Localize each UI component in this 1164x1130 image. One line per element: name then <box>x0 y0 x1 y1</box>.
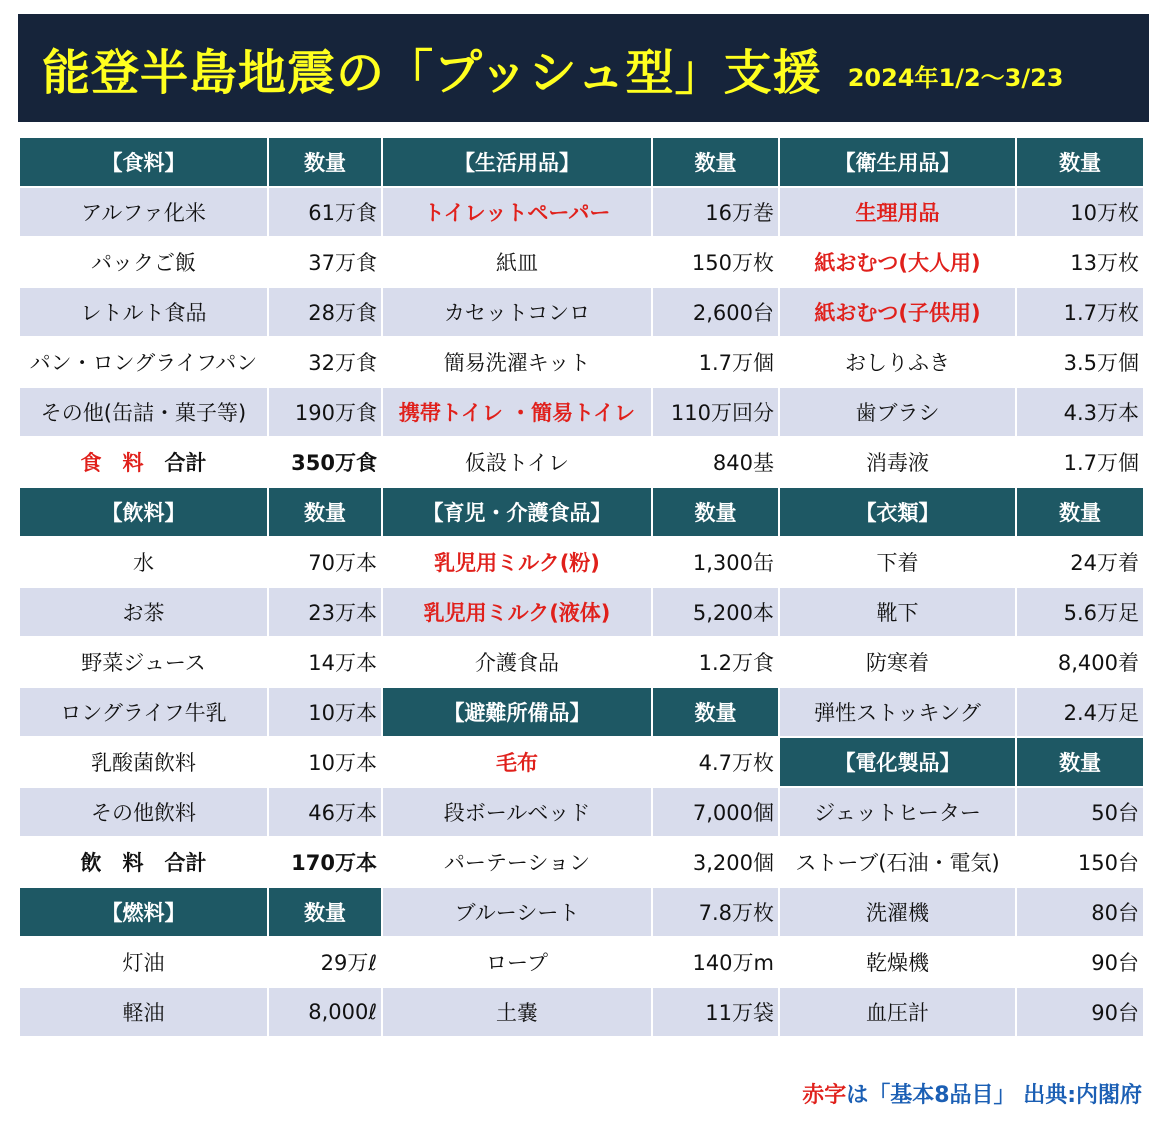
item-name-cell: 軽油 <box>20 988 267 1036</box>
item-name-cell: 紙おむつ(子供用) <box>780 288 1015 336</box>
page-title: 能登半島地震の「プッシュ型」支援 <box>42 44 822 101</box>
table-row <box>20 688 1143 736</box>
table-row <box>20 638 1143 686</box>
section-header: 【避難所備品】 <box>383 688 651 736</box>
section-header: 【衣類】 <box>780 488 1015 536</box>
item-name-cell: その他飲料 <box>20 788 267 836</box>
quantity-cell: 24万着 <box>1017 538 1143 586</box>
quantity-cell: 80台 <box>1017 888 1143 936</box>
quantity-header: 数量 <box>269 138 381 186</box>
quantity-cell: 5.6万足 <box>1017 588 1143 636</box>
item-name-cell: 消毒液 <box>780 438 1015 486</box>
title-banner <box>18 14 1149 122</box>
table-row <box>20 588 1143 636</box>
date-range: 2024年1/2〜3/23 <box>847 63 1064 92</box>
item-name-cell: 携帯トイレ ・簡易トイレ <box>383 388 651 436</box>
section-header: 【生活用品】 <box>383 138 651 186</box>
item-name-cell: 乳児用ミルク(粉) <box>383 538 651 586</box>
item-name-cell: ストーブ(石油・電気) <box>780 838 1015 886</box>
item-name-cell: お茶 <box>20 588 267 636</box>
item-name-cell: ロングライフ牛乳 <box>20 688 267 736</box>
item-name-cell: ロープ <box>383 938 651 986</box>
table-row <box>20 238 1143 286</box>
section-header: 【飲料】 <box>20 488 267 536</box>
item-name-cell: その他(缶詰・菓子等) <box>20 388 267 436</box>
quantity-header: 数量 <box>653 688 778 736</box>
item-name-cell: 段ボールベッド <box>383 788 651 836</box>
table-row <box>20 938 1143 986</box>
table-row <box>20 438 1143 486</box>
item-name-cell: トイレットペーパー <box>383 188 651 236</box>
section-header: 【食料】 <box>20 138 267 186</box>
item-name-cell: 介護食品 <box>383 638 651 686</box>
quantity-cell: 28万食 <box>269 288 381 336</box>
section-header: 【電化製品】 <box>780 738 1015 786</box>
quantity-cell: 1,300缶 <box>653 538 778 586</box>
item-name-cell: 簡易洗濯キット <box>383 338 651 386</box>
table-row <box>20 788 1143 836</box>
quantity-cell: 14万本 <box>269 638 381 686</box>
quantity-header: 数量 <box>269 888 381 936</box>
item-name-cell: 洗濯機 <box>780 888 1015 936</box>
table-row <box>20 538 1143 586</box>
section-header: 【育児・介護食品】 <box>383 488 651 536</box>
item-name-cell: 生理用品 <box>780 188 1015 236</box>
table-row <box>20 988 1143 1036</box>
quantity-cell: 150万枚 <box>653 238 778 286</box>
total-label-red: 食 料 <box>80 451 165 475</box>
table-row <box>20 738 1143 786</box>
quantity-header: 数量 <box>1017 738 1143 786</box>
item-name-cell: レトルト食品 <box>20 288 267 336</box>
quantity-cell: 90台 <box>1017 988 1143 1036</box>
total-label-cell <box>20 438 267 486</box>
section-header: 【燃料】 <box>20 888 267 936</box>
footer-note <box>802 1078 1142 1109</box>
footer-red-label: 赤字 <box>802 1083 847 1108</box>
item-name-cell: 仮設トイレ <box>383 438 651 486</box>
quantity-cell: 23万本 <box>269 588 381 636</box>
item-name-cell: 灯油 <box>20 938 267 986</box>
table-row <box>20 188 1143 236</box>
item-name-cell: 下着 <box>780 538 1015 586</box>
table-row <box>20 288 1143 336</box>
item-name-cell: 野菜ジュース <box>20 638 267 686</box>
item-name-cell: 飲 料 合計 <box>20 838 267 886</box>
quantity-cell: 170万本 <box>269 838 381 886</box>
supply-table <box>18 136 1145 1038</box>
quantity-cell: 10万本 <box>269 738 381 786</box>
quantity-cell: 29万ℓ <box>269 938 381 986</box>
item-name-cell: アルファ化米 <box>20 188 267 236</box>
quantity-cell: 5,200本 <box>653 588 778 636</box>
quantity-cell: 8,000ℓ <box>269 988 381 1036</box>
item-name-cell: パン・ロングライフパン <box>20 338 267 386</box>
quantity-cell: 61万食 <box>269 188 381 236</box>
item-name-cell: 乾燥機 <box>780 938 1015 986</box>
item-name-cell: 乳児用ミルク(液体) <box>383 588 651 636</box>
quantity-cell: 3.5万個 <box>1017 338 1143 386</box>
item-name-cell: パーテーション <box>383 838 651 886</box>
quantity-cell: 50台 <box>1017 788 1143 836</box>
quantity-cell: 110万回分 <box>653 388 778 436</box>
table-row <box>20 488 1143 536</box>
table-row <box>20 388 1143 436</box>
quantity-cell: 2,600台 <box>653 288 778 336</box>
table-row <box>20 138 1143 186</box>
quantity-cell: 350万食 <box>269 438 381 486</box>
table-row <box>20 338 1143 386</box>
section-header: 【衛生用品】 <box>780 138 1015 186</box>
item-name-cell: 弾性ストッキング <box>780 688 1015 736</box>
quantity-cell: 70万本 <box>269 538 381 586</box>
item-name-cell: ジェットヒーター <box>780 788 1015 836</box>
quantity-cell: 7.8万枚 <box>653 888 778 936</box>
quantity-header: 数量 <box>653 488 778 536</box>
total-label-black: 合計 <box>164 451 207 475</box>
item-name-cell: おしりふき <box>780 338 1015 386</box>
quantity-cell: 1.7万個 <box>1017 438 1143 486</box>
quantity-cell: 46万本 <box>269 788 381 836</box>
item-name-cell: 土嚢 <box>383 988 651 1036</box>
table-row <box>20 838 1143 886</box>
quantity-cell: 8,400着 <box>1017 638 1143 686</box>
quantity-cell: 7,000個 <box>653 788 778 836</box>
quantity-cell: 1.7万個 <box>653 338 778 386</box>
item-name-cell: 血圧計 <box>780 988 1015 1036</box>
quantity-cell: 11万袋 <box>653 988 778 1036</box>
quantity-cell: 2.4万足 <box>1017 688 1143 736</box>
quantity-cell: 90台 <box>1017 938 1143 986</box>
item-name-cell: 防寒着 <box>780 638 1015 686</box>
item-name-cell: 歯ブラシ <box>780 388 1015 436</box>
item-name-cell: カセットコンロ <box>383 288 651 336</box>
item-name-cell: 靴下 <box>780 588 1015 636</box>
quantity-cell: 190万食 <box>269 388 381 436</box>
item-name-cell: 紙おむつ(大人用) <box>780 238 1015 286</box>
quantity-cell: 140万m <box>653 938 778 986</box>
quantity-cell: 150台 <box>1017 838 1143 886</box>
quantity-cell: 10万枚 <box>1017 188 1143 236</box>
quantity-cell: 4.3万本 <box>1017 388 1143 436</box>
item-name-cell: 水 <box>20 538 267 586</box>
quantity-cell: 3,200個 <box>653 838 778 886</box>
item-name-cell: パックご飯 <box>20 238 267 286</box>
quantity-cell: 10万本 <box>269 688 381 736</box>
footer-source: は「基本8品目」 出典:内閣府 <box>846 1083 1142 1108</box>
quantity-cell: 13万枚 <box>1017 238 1143 286</box>
item-name-cell: 紙皿 <box>383 238 651 286</box>
quantity-header: 数量 <box>653 138 778 186</box>
quantity-cell: 840基 <box>653 438 778 486</box>
item-name-cell: ブルーシート <box>383 888 651 936</box>
item-name-cell: 毛布 <box>383 738 651 786</box>
item-name-cell: 乳酸菌飲料 <box>20 738 267 786</box>
quantity-header: 数量 <box>1017 138 1143 186</box>
quantity-cell: 32万食 <box>269 338 381 386</box>
quantity-cell: 4.7万枚 <box>653 738 778 786</box>
quantity-cell: 16万巻 <box>653 188 778 236</box>
quantity-header: 数量 <box>1017 488 1143 536</box>
quantity-cell: 1.2万食 <box>653 638 778 686</box>
quantity-header: 数量 <box>269 488 381 536</box>
table-row <box>20 888 1143 936</box>
quantity-cell: 1.7万枚 <box>1017 288 1143 336</box>
quantity-cell: 37万食 <box>269 238 381 286</box>
